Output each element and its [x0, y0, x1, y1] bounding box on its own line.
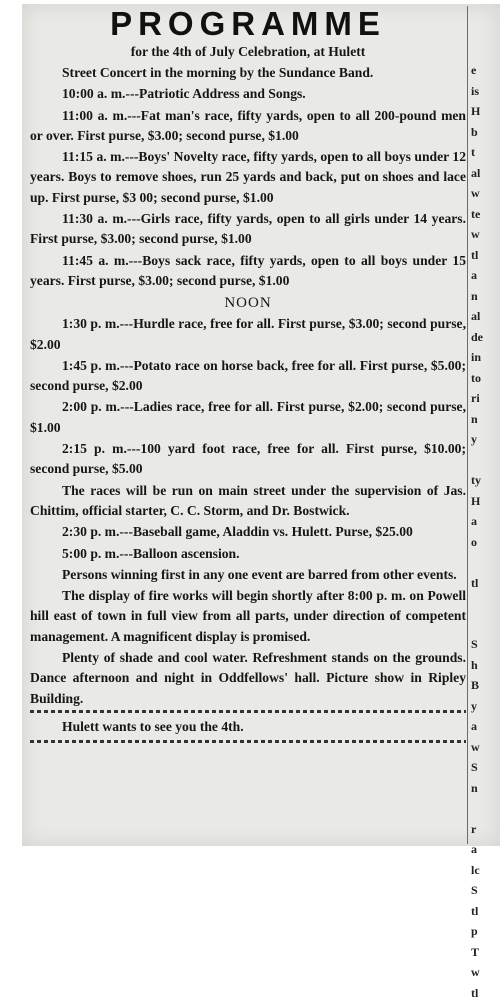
- programme-item: 2:00 p. m.---Ladies race, free for all. First purse, $2.00; second purse, $1.00: [30, 397, 466, 438]
- footer-line: Hulett wants to see you the 4th.: [30, 717, 466, 737]
- side-column-fragment: r: [471, 819, 498, 840]
- side-column-fragment: n: [471, 409, 498, 430]
- side-column-fragment: tl: [471, 901, 498, 922]
- adjacent-column-fragment: [471, 60, 498, 1003]
- side-column-fragment: p: [471, 921, 498, 942]
- side-column-fragment: te: [471, 204, 498, 225]
- programme-item: 2:15 p. m.---100 yard foot race, free for all. First purse, $10.00; second purse, $5.00: [30, 439, 466, 480]
- side-column-fragment: [471, 614, 498, 635]
- side-column-fragment: w: [471, 224, 498, 245]
- side-column-fragment: de: [471, 327, 498, 348]
- side-column-fragment: a: [471, 265, 498, 286]
- programme-item: Persons winning first in any one event are barred from other events.: [30, 565, 466, 585]
- side-column-fragment: n: [471, 286, 498, 307]
- side-column-fragment: [471, 798, 498, 819]
- programme-item: 11:15 a. m.---Boys' Novelty race, fifty yards, open to all boys under 12 years. Boys to remove shoes, run 25 yards and back, put on shoes and lace up. First purse, $3 00; second purse, $1.00: [30, 147, 466, 208]
- side-column-fragment: H: [471, 491, 498, 512]
- programme-item: 11:00 a. m.---Fat man's race, fifty yards, open to all 200-pound men or over. First purse, $3.00; second purse, $1.00: [30, 106, 466, 147]
- programme-item: 1:45 p. m.---Potato race on horse back, free for all. First purse, $5.00; second purse, $2.00: [30, 356, 466, 397]
- side-column-fragment: h: [471, 655, 498, 676]
- side-column-fragment: tl: [471, 245, 498, 266]
- programme-item: 1:30 p. m.---Hurdle race, free for all. First purse, $3.00; second purse, $2.00: [30, 314, 466, 355]
- column-rule: [467, 6, 468, 844]
- side-column-fragment: to: [471, 368, 498, 389]
- side-column-fragment: tl: [471, 983, 498, 1003]
- programme-article: [30, 6, 466, 743]
- side-column-fragment: in: [471, 347, 498, 368]
- side-column-fragment: y: [471, 696, 498, 717]
- side-column-fragment: [471, 593, 498, 614]
- side-column-fragment: T: [471, 942, 498, 963]
- side-column-fragment: B: [471, 675, 498, 696]
- article-title: PROGRAMME: [30, 6, 466, 42]
- side-column-fragment: b: [471, 122, 498, 143]
- side-column-fragment: a: [471, 839, 498, 860]
- side-column-fragment: H: [471, 101, 498, 122]
- side-column-fragment: n: [471, 778, 498, 799]
- side-column-fragment: ty: [471, 470, 498, 491]
- programme-item: 5:00 p. m.---Balloon ascension.: [30, 544, 466, 564]
- side-column-fragment: w: [471, 962, 498, 983]
- decorative-rule: [30, 740, 466, 743]
- programme-item: 2:30 p. m.---Baseball game, Aladdin vs. Hulett. Purse, $25.00: [30, 522, 466, 542]
- programme-item: 10:00 a. m.---Patriotic Address and Songs.: [30, 84, 466, 104]
- programme-item: 11:45 a. m.---Boys sack race, fifty yards, open to all boys under 15 years. First purse, $3.00; second purse, $1.00: [30, 251, 466, 292]
- side-column-fragment: is: [471, 81, 498, 102]
- programme-item: Street Concert in the morning by the Sundance Band.: [30, 63, 466, 83]
- side-column-fragment: S: [471, 634, 498, 655]
- noon-heading: NOON: [30, 292, 466, 314]
- side-column-fragment: ri: [471, 388, 498, 409]
- side-column-fragment: S: [471, 880, 498, 901]
- side-column-fragment: al: [471, 163, 498, 184]
- programme-item: The races will be run on main street under the supervision of Jas. Chittim, official starter, C. C. Storm, and Dr. Bostwick.: [30, 481, 466, 522]
- side-column-fragment: S: [471, 757, 498, 778]
- article-subtitle: for the 4th of July Celebration, at Hulett: [30, 42, 466, 62]
- side-column-fragment: w: [471, 183, 498, 204]
- side-column-fragment: e: [471, 60, 498, 81]
- side-column-fragment: a: [471, 716, 498, 737]
- side-column-fragment: w: [471, 737, 498, 758]
- programme-item: The display of fire works will begin shortly after 8:00 p. m. on Powell hill east of town in full view from all parts, under direction of competent management. A magnificent display is promised.: [30, 586, 466, 647]
- side-column-fragment: y: [471, 429, 498, 450]
- side-column-fragment: [471, 552, 498, 573]
- side-column-fragment: o: [471, 532, 498, 553]
- programme-item: Plenty of shade and cool water. Refreshment stands on the grounds. Dance afternoon and night in Oddfellows' hall. Picture show in Ripley Building.: [30, 648, 466, 709]
- side-column-fragment: a: [471, 511, 498, 532]
- decorative-rule: [30, 710, 466, 713]
- side-column-fragment: t: [471, 142, 498, 163]
- side-column-fragment: al: [471, 306, 498, 327]
- side-column-fragment: [471, 450, 498, 471]
- side-column-fragment: lc: [471, 860, 498, 881]
- programme-item: 11:30 a. m.---Girls race, fifty yards, open to all girls under 14 years. First purse, $3.00; second purse, $1.00: [30, 209, 466, 250]
- side-column-fragment: tl: [471, 573, 498, 594]
